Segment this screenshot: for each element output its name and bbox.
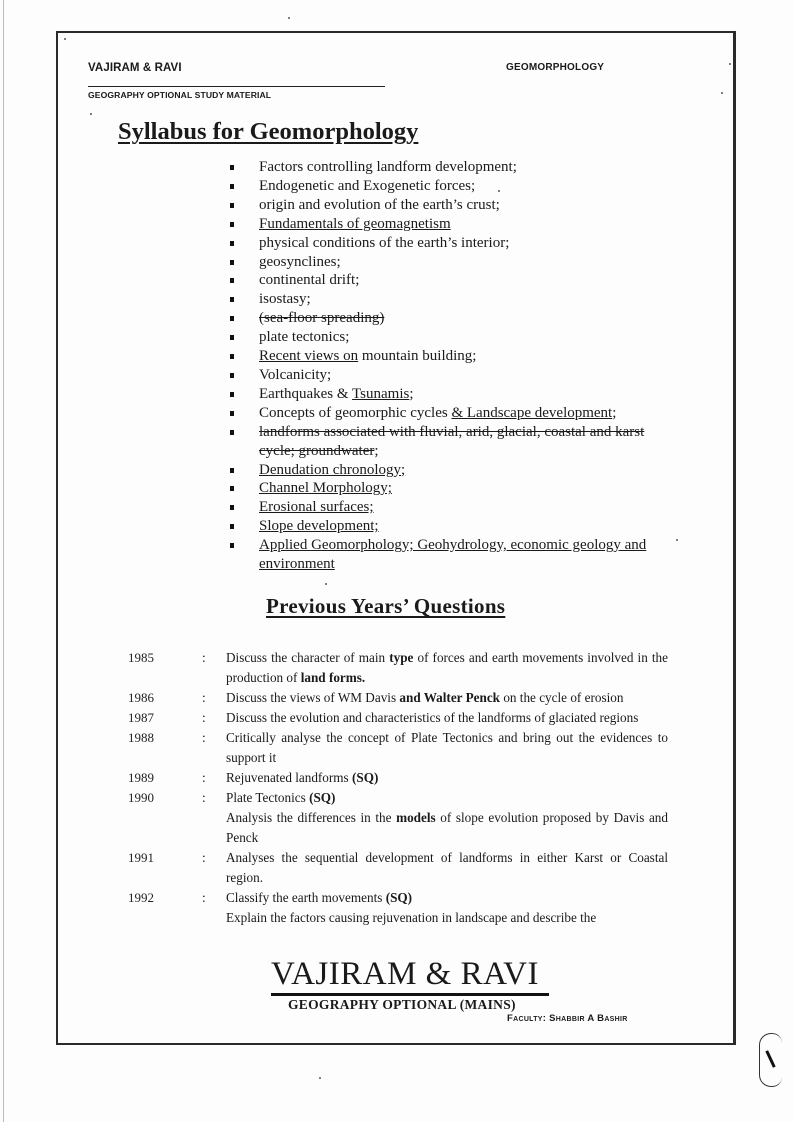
square-bullet-icon [230, 335, 234, 340]
scan-speck [288, 17, 290, 19]
pyq-row [128, 728, 668, 768]
pyq-separator: : [202, 710, 206, 725]
pyq-question-text: (SQ) [351, 770, 379, 785]
footer-institute: VAJIRAM & RAVI [271, 956, 540, 992]
pyq-questions [226, 768, 668, 788]
footer-faculty: Faculty: Shabbir A Bashir [507, 1013, 628, 1024]
pyq-questions [226, 888, 668, 928]
syllabus-item [227, 177, 677, 196]
pyq-questions [226, 788, 668, 848]
pyq-question [226, 648, 668, 688]
syllabus-item-text: origin and evolution of the earth’s crust; [259, 196, 500, 213]
pyq-row [128, 708, 668, 728]
scan-speck [729, 63, 731, 65]
square-bullet-icon [230, 411, 234, 416]
scan-speck [676, 539, 678, 541]
scan-speck [498, 190, 500, 192]
syllabus-item-text: Fundamentals of geomagnetism [259, 215, 451, 232]
syllabus-item [227, 366, 677, 385]
scan-speck [325, 583, 327, 585]
pyq-questions [226, 848, 668, 888]
syllabus-item-text: ; [374, 442, 379, 459]
header-subject: GEOMORPHOLOGY [506, 62, 605, 73]
syllabus-item [227, 158, 677, 177]
square-bullet-icon [230, 165, 234, 170]
pyq-row [128, 768, 668, 788]
pyq-question-text: of forces and earth movements involved in the production of [226, 650, 668, 685]
syllabus-item-text: Volcanicity; [259, 366, 332, 383]
pyq-separator: : [202, 770, 206, 785]
syllabus-item-text: Concepts of geomorphic cycles [259, 404, 452, 421]
pyq-question-text: Analysis the differences in the [226, 810, 397, 825]
pyq-row [128, 888, 668, 928]
pyq-question-text: Critically analyse the concept of Plate Tectonics and bring out the evidences to support it [226, 730, 668, 765]
pyq-year: 1992 [128, 890, 154, 905]
pyq-list [128, 648, 668, 928]
scan-speck [319, 1077, 321, 1079]
scan-speck [721, 92, 723, 94]
pyq-question-text: Discuss the evolution and characteristics of the landforms of glaciated regions [226, 710, 639, 725]
syllabus-item [227, 290, 677, 309]
pyq-questions [226, 728, 668, 768]
scan-speck [90, 113, 92, 115]
pyq-question [226, 728, 668, 768]
pyq-separator: : [202, 730, 206, 745]
pyq-year: 1985 [128, 650, 154, 665]
pyq-separator: : [202, 650, 206, 665]
syllabus-item-text: Tsunamis [352, 385, 410, 402]
syllabus-item-text: geosynclines; [259, 253, 341, 270]
syllabus-item-text: landforms associated with fluvial, arid, glacial, coastal and karst cycle; groundwater [259, 423, 645, 459]
syllabus-item [227, 234, 677, 253]
pyq-question-text: on the cycle of erosion [500, 690, 624, 705]
syllabus-item [227, 423, 677, 461]
square-bullet-icon [230, 278, 234, 283]
syllabus-item [227, 215, 677, 234]
syllabus-item [227, 347, 677, 366]
pyq-row [128, 788, 668, 848]
square-bullet-icon [230, 297, 234, 302]
footer-rule [271, 993, 549, 996]
syllabus-item [227, 479, 677, 498]
syllabus-item-text: Recent views on [259, 348, 359, 365]
pyq-year: 1988 [128, 730, 154, 745]
syllabus-item [227, 536, 677, 574]
square-bullet-icon [230, 543, 234, 548]
syllabus-item [227, 271, 677, 290]
syllabus-item-text: (sea-floor spreading) [259, 310, 385, 327]
pyq-question-text: (SQ) [309, 790, 336, 805]
syllabus-item [227, 517, 677, 536]
header-rule [88, 86, 385, 87]
header-subtitle: GEOGRAPHY OPTIONAL STUDY MATERIAL [88, 90, 272, 100]
pyq-row [128, 648, 668, 688]
syllabus-item [227, 404, 677, 423]
pyq-separator: : [202, 890, 206, 905]
square-bullet-icon [230, 373, 234, 378]
syllabus-item-text: physical conditions of the earth’s interior; [259, 234, 510, 251]
square-bullet-icon [230, 316, 234, 321]
pyq-question-text: and Walter Penck [399, 690, 501, 705]
pyq-year: 1990 [128, 790, 154, 805]
pyq-year: 1987 [128, 710, 154, 725]
scan-speck [64, 38, 66, 40]
square-bullet-icon [230, 354, 234, 359]
syllabus-item [227, 253, 677, 272]
square-bullet-icon [230, 203, 234, 208]
pyq-separator: : [202, 790, 206, 805]
pyq-year: 1989 [128, 770, 154, 785]
syllabus-item-text: ; [409, 385, 414, 402]
syllabus-item-text: Endogenetic and Exogenetic forces; [259, 177, 476, 194]
pyq-questions [226, 688, 668, 708]
syllabus-item [227, 309, 677, 328]
scan-edge-line [3, 0, 4, 1122]
square-bullet-icon [230, 524, 234, 529]
pyq-row [128, 848, 668, 888]
pyq-question-text: Analyses the sequential development of landforms in either Karst or Coastal region. [226, 850, 668, 885]
pyq-year: 1986 [128, 690, 154, 705]
square-bullet-icon [230, 468, 234, 473]
pyq-question-text: land forms. [300, 670, 366, 685]
pyq-question [226, 808, 668, 848]
pyq-questions [226, 648, 668, 688]
pyq-question-text: models [396, 810, 436, 825]
square-bullet-icon [230, 486, 234, 491]
pyq-year: 1991 [128, 850, 154, 865]
footer-subtitle: GEOGRAPHY OPTIONAL (MAINS) [288, 997, 516, 1012]
handwritten-page-number-icon [759, 1033, 782, 1087]
syllabus-title: Syllabus for Geomorphology [118, 118, 419, 145]
pyq-question [226, 908, 668, 928]
pyq-question-text: Discuss the views of WM Davis [226, 690, 400, 705]
pyq-separator: : [202, 850, 206, 865]
pyq-title: Previous Years’ Questions [266, 594, 506, 618]
pyq-question-text: Classify the earth movements [226, 890, 386, 905]
syllabus-item-text: Erosional surfaces; [259, 499, 374, 516]
square-bullet-icon [230, 505, 234, 510]
square-bullet-icon [230, 222, 234, 227]
pyq-question-text: Explain the factors causing rejuvenation in landscape and describe the [226, 910, 597, 925]
syllabus-item [227, 385, 677, 404]
syllabus-item-text: mountain building; [358, 348, 477, 365]
square-bullet-icon [230, 392, 234, 397]
pyq-question-text: of slope evolution proposed by Davis and Penck [226, 810, 668, 845]
pyq-question-text: (SQ) [385, 890, 413, 905]
square-bullet-icon [230, 184, 234, 189]
syllabus-item [227, 196, 677, 215]
syllabus-item-text: Earthquakes & [259, 385, 353, 402]
syllabus-item-text: & Landscape development [451, 404, 613, 421]
pyq-question [226, 788, 668, 808]
square-bullet-icon [230, 241, 234, 246]
pyq-question [226, 688, 668, 708]
pyq-question-text: type [389, 650, 414, 665]
syllabus-item-text: isostasy; [259, 291, 311, 308]
pyq-question-text: Plate Tectonics [226, 790, 310, 805]
syllabus-item-text: Channel Morphology; [259, 480, 392, 497]
syllabus-item-text: Applied Geomorphology; Geohydrology, economic geology and environment [259, 537, 647, 573]
syllabus-item-text: Factors controlling landform development; [259, 159, 517, 175]
syllabus-item-text: Denudation chronology; [259, 461, 406, 478]
pyq-question [226, 708, 668, 728]
pyq-row [128, 688, 668, 708]
syllabus-item-text: Slope development; [259, 518, 379, 535]
header-institute: VAJIRAM & RAVI [88, 62, 182, 74]
syllabus-item-text: plate tectonics; [259, 329, 350, 346]
syllabus-item-text: continental drift; [259, 272, 360, 289]
pyq-question [226, 888, 668, 908]
pyq-question-text: Discuss the character of main [226, 650, 390, 665]
pyq-questions [226, 708, 668, 728]
syllabus-item [227, 498, 677, 517]
syllabus-list [227, 158, 677, 574]
pyq-question [226, 768, 668, 788]
pyq-question-text: Rejuvenated landforms [226, 770, 352, 785]
syllabus-item [227, 461, 677, 480]
square-bullet-icon [230, 260, 234, 265]
syllabus-item [227, 328, 677, 347]
square-bullet-icon [230, 430, 234, 435]
syllabus-item-text: ; [612, 404, 617, 421]
pyq-question [226, 848, 668, 888]
pyq-separator: : [202, 690, 206, 705]
